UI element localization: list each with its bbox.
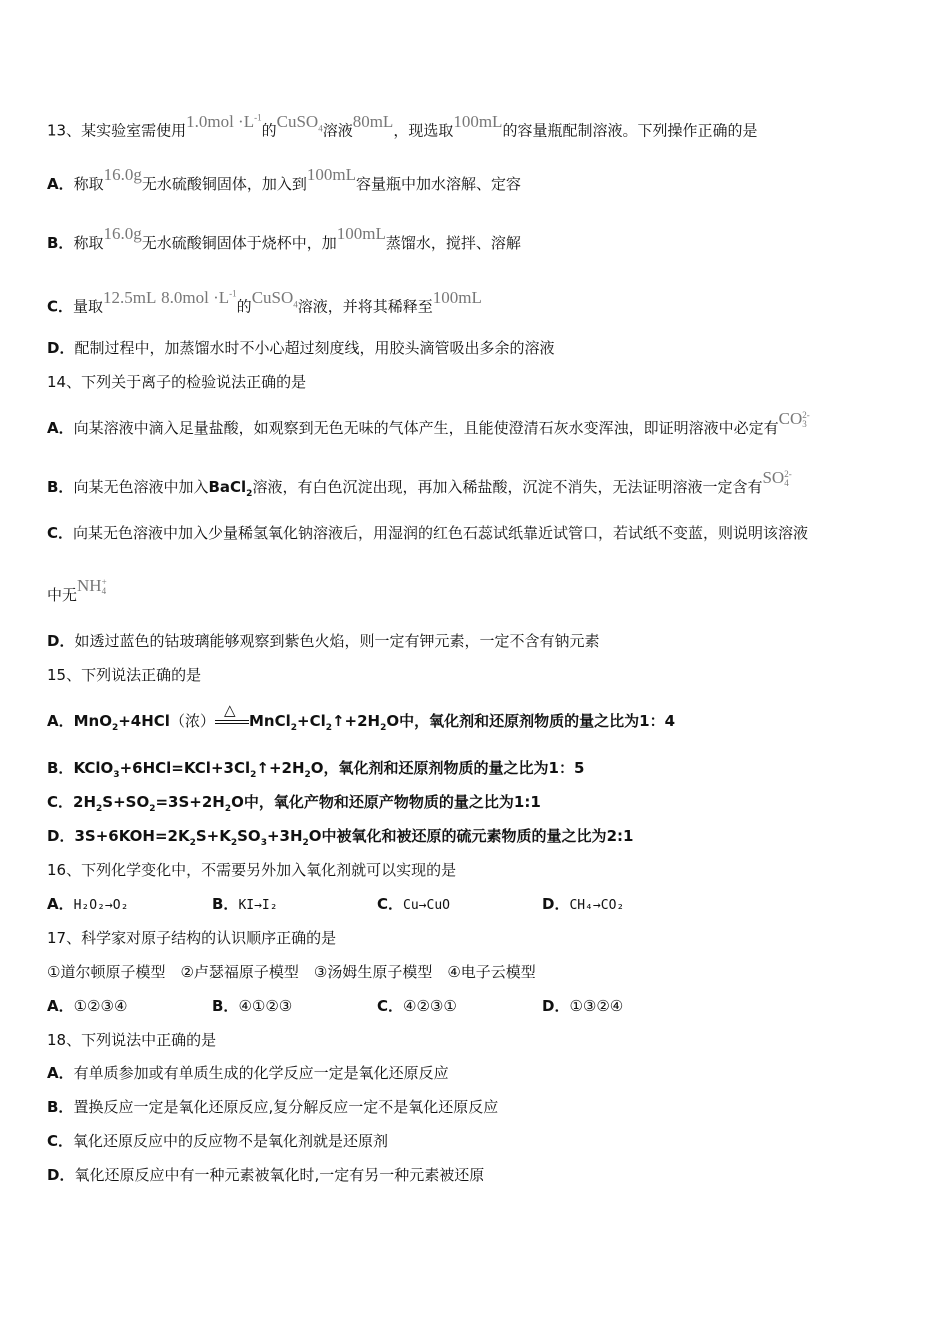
q18-stem: 18、下列说法中正确的是: [47, 1031, 217, 1049]
formula-volume: 100mL: [306, 165, 356, 184]
q13-option-c: C．量取12.5mL $8.0mol \cdot L^{-1}$的CuSO$_4$溶液，并将其稀释至100mL: [47, 287, 482, 316]
q17-models: ①道尔顿原子模型 ②卢瑟福原子模型 ③汤姆生原子模型 ④电子云模型: [47, 963, 536, 981]
formula-bacl2: BaCl$_2$: [208, 478, 253, 499]
q15-option-a: A．MnO$_2$+4HCl（浓） △ $MnCl_2+Cl_2↑+2H_2O$中，氧化剂和还原剂物质的量之比为1：4: [47, 700, 676, 733]
q18-option-a: A．有单质参加或有单质生成的化学反应一定是氧化还原反应: [47, 1064, 449, 1082]
equation-a: MnO$_2$+4HCl: [73, 712, 170, 733]
formula-concentration: $8.0mol \cdot L^{-1}$: [161, 287, 237, 307]
q14-option-b: B．向某无色溶液中加入BaCl$_2$溶液，有白色沉淀出现，再加入稀盐酸，沉淀不消失，无法证明溶液一定含有SO2- 4: [47, 468, 792, 499]
q16-option-c: C．Cu→CuO: [377, 895, 450, 913]
formula-concentration: $1.0mol \cdot L^{-1}$: [186, 111, 262, 131]
formula-mass: 16.0g: [103, 224, 142, 243]
q18-option-b: B．置换反应一定是氧化还原反应,复分解反应一定不是氧化还原反应: [47, 1098, 499, 1116]
q14-option-a: A．向某溶液中滴入足量盐酸，如观察到无色无味的气体产生，且能使澄清石灰水变浑浊，即证明溶液中必定有CO2- 3: [47, 409, 810, 437]
formula-ammonium-ion: NH+ 4: [77, 576, 107, 597]
q14-option-d: D．如透过蓝色的钴玻璃能够观察到紫色火焰，则一定有钾元素，一定不含有钠元素: [47, 632, 600, 650]
q18-option-d: D．氧化还原反应中有一种元素被氧化时,一定有另一种元素被还原: [47, 1166, 485, 1184]
formula-volume-100: 100mL: [453, 111, 503, 131]
formula-cuso4: CuSO$_4$: [251, 287, 298, 310]
q14-option-c: C．向某无色溶液中加入少量稀氢氧化钠溶液后，用湿润的红色石蕊试纸靠近试管口，若试纸不变蓝，则说明该溶液: [47, 524, 809, 542]
q13-option-a: A．称取16.0g无水硫酸铜固体，加入到100mL容量瓶中加水溶解、定容: [47, 165, 522, 193]
q18-option-c: C．氧化还原反应中的反应物不是氧化剂就是还原剂: [47, 1132, 389, 1150]
heating-symbol: △: [215, 712, 249, 732]
formula-volume: 100mL: [336, 224, 386, 243]
q13-option-b: B．称取16.0g无水硫酸铜固体于烧杯中，加100mL蒸馏水，搅拌、溶解: [47, 224, 521, 252]
formula-volume: 100mL: [432, 287, 482, 307]
q17-option-d: D．①③②④: [542, 997, 624, 1015]
q15-stem: 15、下列说法正确的是: [47, 666, 202, 684]
q17-option-b: B．④①②③: [212, 997, 293, 1015]
q17-option-c: C．④②③①: [377, 997, 457, 1015]
q16-option-a: A．H₂O₂→O₂: [47, 895, 129, 913]
q16-option-b: B．KI→I₂: [212, 895, 278, 913]
q15-option-c: C．$2H_2S+SO_2=3S+2H_2O$中，氧化产物和还原产物物质的量之比为1:1: [47, 793, 541, 814]
q16-stem: 16、下列化学变化中，不需要另外加入氧化剂就可以实现的是: [47, 861, 457, 879]
q15-option-d: D．$3S+6KOH=2K_2S+K_2SO_3+3H_2O$中被氧化和被还原的硫元素物质的量之比为2:1: [47, 827, 634, 848]
formula-volume: 12.5mL: [103, 287, 157, 307]
q15-option-b: B．$KClO_3+6HCl=KCl+3Cl_2↑+2H_2O$，氧化剂和还原剂物质的量之比为1：5: [47, 759, 585, 780]
q13-option-d: D．配制过程中，加蒸馏水时不小心超过刻度线，用胶头滴管吸出多余的溶液: [47, 339, 555, 357]
q14-option-c-continued: 中无NH+ 4: [47, 576, 107, 604]
q14-stem: 14、下列关于离子的检验说法正确的是: [47, 373, 307, 391]
formula-cuso4: CuSO$_4$: [276, 111, 323, 134]
formula-sulfate-ion: SO2- 4: [762, 468, 792, 489]
q13-stem: 13、某实验室需使用$1.0mol \cdot L^{-1}$的CuSO$_4$溶液80mL，现选取100mL的容量瓶配制溶液。下列操作正确的是: [47, 111, 758, 140]
formula-mass: 16.0g: [103, 165, 142, 184]
formula-volume-80: 80mL: [352, 111, 394, 131]
q17-stem: 17、科学家对原子结构的认识顺序正确的是: [47, 929, 337, 947]
q16-option-d: D．CH₄→CO₂: [542, 895, 625, 913]
q17-option-a: A．①②③④: [47, 997, 128, 1015]
formula-carbonate-ion: CO2- 3: [778, 409, 810, 430]
